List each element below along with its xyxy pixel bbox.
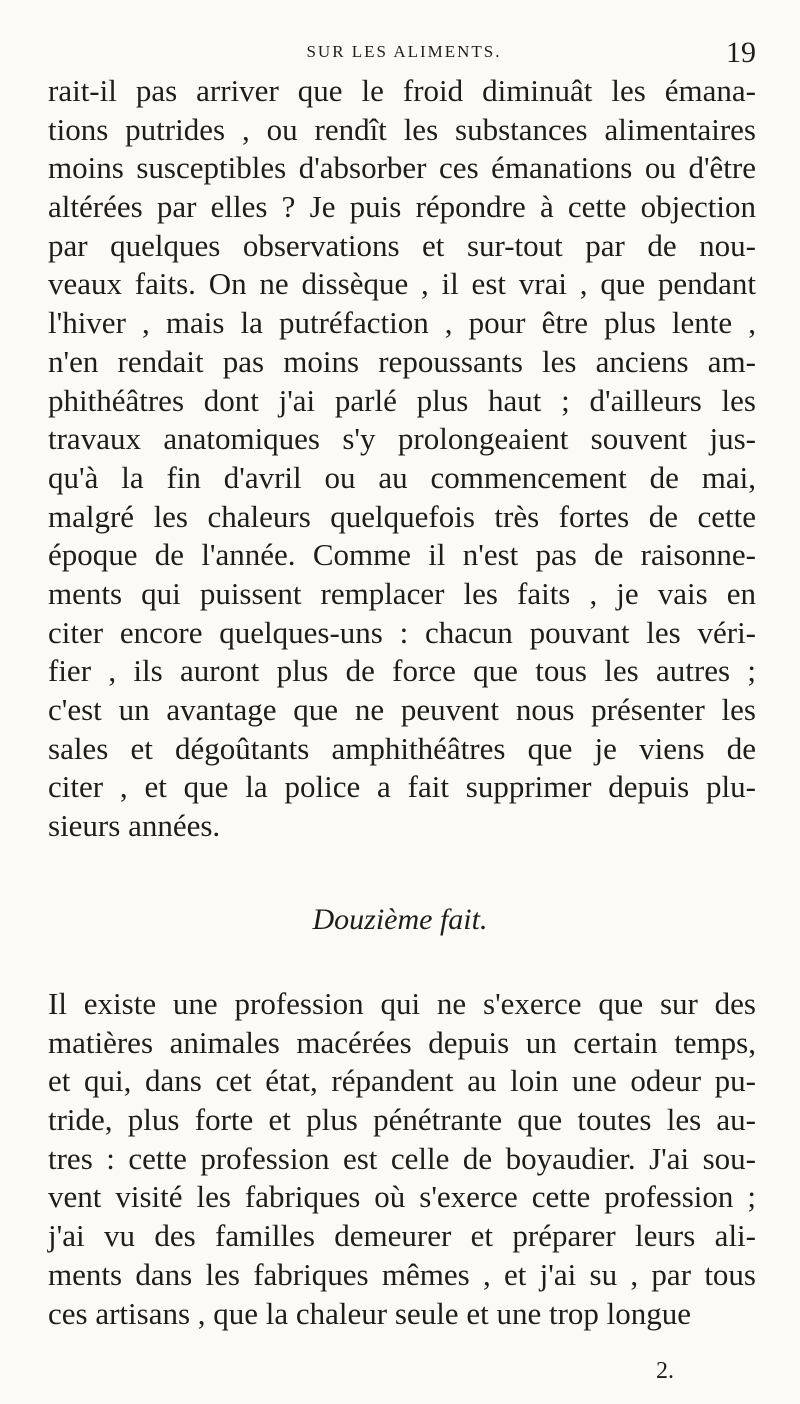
text-line: vent visité les fabriques où s'exerce cette profession ; — [48, 1179, 756, 1215]
text-line: rait-il pas arriver que le froid diminuât les émana- — [48, 73, 756, 108]
page-number: 19 — [726, 36, 756, 69]
text-line: l'hiver , mais la putréfaction , pour être plus lente , — [48, 305, 756, 341]
text-line: sales et dégoûtants amphithéâtres que je viens de — [48, 730, 756, 766]
text-line: Il existe une profession qui ne s'exerce que sur des — [48, 986, 756, 1021]
section-heading: Douzième fait. — [312, 903, 488, 936]
text-line: matières animales macérées depuis un certain temps, — [48, 1024, 756, 1060]
page-header — [48, 36, 760, 76]
text-line: par quelques observations et sur-tout par de nou- — [48, 227, 756, 263]
text-line: j'ai vu des familles demeurer et préparer leurs ali- — [48, 1218, 756, 1254]
text-line: époque de l'année. Comme il n'est pas de raisonne- — [48, 537, 756, 573]
text-line: citer encore quelques-uns : chacun pouvant les véri- — [48, 614, 756, 650]
paragraph-2 — [48, 985, 756, 1333]
paragraph-1 — [48, 72, 756, 846]
text-line: moins susceptibles d'absorber ces émanations ou d'être — [48, 150, 756, 186]
text-line: phithéâtres dont j'ai parlé plus haut ; d'ailleurs les — [48, 382, 756, 418]
text-line: malgré les chaleurs quelquefois très fortes de cette — [48, 498, 756, 534]
text-line: qu'à la fin d'avril ou au commencement de mai, — [48, 459, 756, 495]
text-line: tride, plus forte et plus pénétrante que toutes les au- — [48, 1102, 756, 1138]
text-line: citer , et que la police a fait supprimer depuis plu- — [48, 769, 756, 805]
text-line: fier , ils auront plus de force que tous les autres ; — [48, 653, 756, 689]
text-line: et qui, dans cet état, répandent au loin une odeur pu- — [48, 1063, 756, 1099]
text-line: sieurs années. — [48, 808, 221, 844]
text-line: altérées par elles ? Je puis répondre à cette objection — [48, 189, 756, 225]
text-line: ces artisans , que la chaleur seule et une trop longue — [48, 1295, 692, 1331]
text-line: tres : cette profession est celle de boyaudier. J'ai sou- — [48, 1140, 756, 1176]
text-line: n'en rendait pas moins repoussants les anciens am- — [48, 343, 756, 379]
text-line: c'est un avantage que ne peuvent nous présenter les — [48, 692, 756, 727]
text-line: tions putrides , ou rendît les substances alimentaires — [48, 111, 756, 147]
text-line: travaux anatomiques s'y prolongeaient souvent jus- — [48, 421, 756, 457]
text-line: ments dans les fabriques mêmes , et j'ai su , par tous — [48, 1256, 756, 1292]
text-line: veaux faits. On ne dissèque , il est vrai , que pendant — [48, 266, 756, 302]
running-head: SUR LES ALIMENTS. — [306, 42, 502, 61]
text-line: ments qui puissent remplacer les faits , je vais en — [48, 575, 756, 611]
signature-mark: 2. — [656, 1358, 674, 1384]
